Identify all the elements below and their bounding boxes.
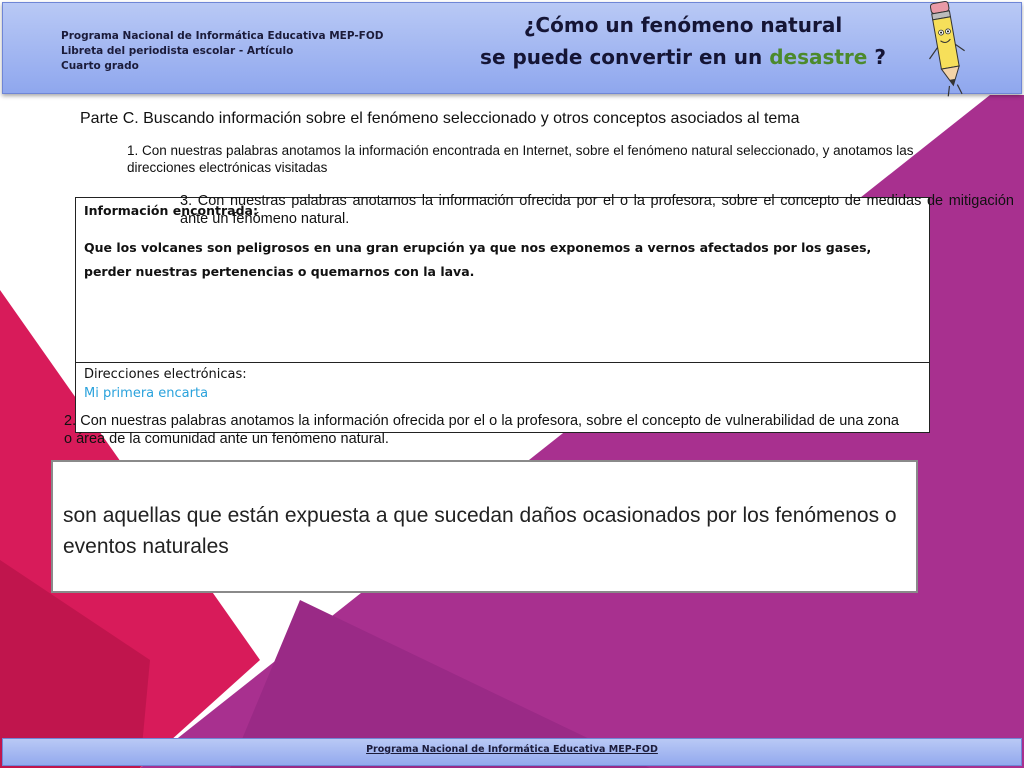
grade-label: Cuarto grado <box>61 60 139 72</box>
answer-text-box[interactable] <box>51 460 918 593</box>
title-suffix: ? <box>867 45 886 69</box>
header-banner <box>2 2 1022 94</box>
instruction-item-1: 1. Con nuestras palabras anotamos la información encontrada en Internet, sobre el fenómeno natural seleccionado, y anotamos las direcciones electrónicas visitadas <box>127 143 914 175</box>
info-found-text: Que los volcanes son peligrosos en una gran erupción ya que nos exponemos a vernos afectados por los gases, perder nuestras pertenencias o quemarnos con la lava. <box>84 240 872 279</box>
instruction-item-3: 3. Con nuestras palabras anotamos la información ofrecida por el o la profesora, sobre el concepto de medidas de mitigación ante un fenómeno natural. <box>180 193 1014 227</box>
section-heading: Parte C. Buscando información sobre el fenómeno seleccionado y otros conceptos asociados al tema <box>80 110 800 127</box>
pencil-mascot-icon <box>924 0 968 98</box>
instruction-item-2: 2. Con nuestras palabras anotamos la información ofrecida por el o la profesora, sobre el concepto de vulnerabilidad de una zona o área de la comunidad ante un fenómeno natural. <box>64 413 899 447</box>
program-name: Programa Nacional de Informática Educativa MEP-FOD <box>61 30 384 42</box>
page-title <box>473 9 893 73</box>
title-line-2 <box>473 41 893 73</box>
info-found-label: Información encontrada: <box>84 203 258 218</box>
info-table <box>75 197 930 433</box>
title-line-1: ¿Cómo un fenómeno natural <box>523 13 843 37</box>
directions-label: Direcciones electrónicas: <box>84 367 247 382</box>
answer-text: son aquellas que están expuesta a que sucedan daños ocasionados por los fenómenos o eventos naturales <box>63 504 897 558</box>
title-highlight: desastre <box>769 45 868 69</box>
directions-link[interactable]: Mi primera encarta <box>84 386 209 401</box>
info-directions-cell <box>76 363 929 405</box>
footer-banner <box>2 738 1022 766</box>
footer-text: Programa Nacional de Informática Educativa MEP-FOD <box>366 744 658 755</box>
header-info <box>61 29 384 74</box>
notebook-name: Libreta del periodista escolar - Artículo <box>61 45 294 57</box>
title-prefix: se puede convertir en un <box>480 45 770 69</box>
